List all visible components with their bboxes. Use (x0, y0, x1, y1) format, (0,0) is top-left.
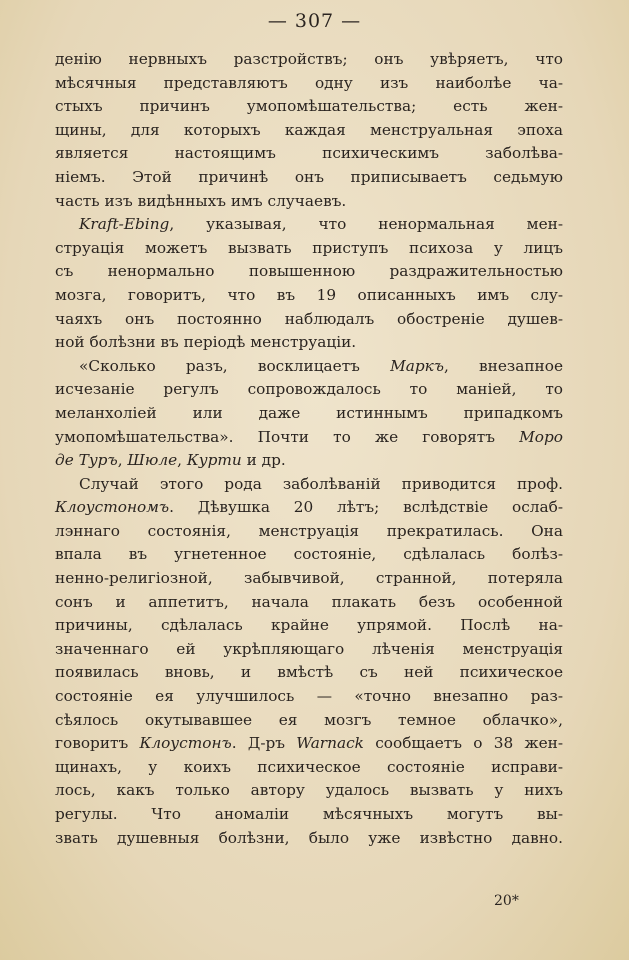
text-line: исчезаніе регулъ сопровождалось то маніей, то (55, 380, 563, 399)
author-name: Моро (519, 427, 563, 446)
text-line: состояніе ея улучшилось — «точно внезапно раз- (55, 687, 563, 706)
text-line: «Сколько разъ, восклицаетъ Маркъ, внезапное (79, 356, 563, 375)
author-name: де Туръ (55, 451, 118, 470)
text-line: лось, какъ только автору удалось вызвать у нихъ (55, 781, 563, 800)
author-name: Kraft-Ebing (79, 215, 170, 234)
text-line: говоритъ Клоустонъ. Д-ръ Warnack сообщаетъ о 38 жен- (55, 734, 564, 753)
text-line: де Туръ, Шюле, Курти и др. (55, 451, 286, 470)
text-line: является настоящимъ психическимъ заболѣва- (55, 144, 563, 163)
text-line: причины, сдѣлалась крайне упрямой. Послѣ на- (55, 616, 563, 635)
author-name: Шюле (127, 451, 178, 470)
text-line: щины, для которыхъ каждая менструальная эпоха (55, 120, 563, 139)
page-number: — 307 — (267, 10, 362, 32)
text-line: Клоустономъ. Дѣвушка 20 лѣтъ; вслѣдствіе ослаб- (55, 498, 563, 517)
text-line: щинахъ, у коихъ психическое состояніе исправи- (55, 757, 563, 776)
text-line: мозга, говоритъ, что въ 19 описанныхъ имъ слу- (55, 285, 563, 304)
text-line: чаяхъ онъ постоянно наблюдалъ обостреніе душев- (55, 309, 563, 328)
text-line: меланхоліей или даже истиннымъ припадкомъ (55, 403, 563, 422)
author-name: Warnack (296, 734, 364, 753)
text-line: съ ненормально повышенною раздражительностью (55, 262, 563, 281)
printer-signature-mark: 20* (494, 893, 519, 909)
text-line: звать душевныя болѣзни, было уже извѣстно давно. (55, 828, 563, 847)
text-line: денію нервныхъ разстройствъ; онъ увѣряетъ, что (55, 50, 563, 68)
text-line: сонъ и аппетитъ, начала плакать безъ особенной (55, 592, 563, 611)
text-line: часть изъ видѣнныхъ имъ случаевъ. (55, 191, 347, 210)
author-name: Курти (186, 451, 242, 470)
text-line: значеннаго ей укрѣпляющаго лѣченія менструація (55, 639, 563, 658)
text-line: ніемъ. Этой причинѣ онъ приписываетъ седьмую (55, 167, 563, 186)
text-line: стыхъ причинъ умопомѣшательства; есть жен- (55, 97, 563, 116)
text-line: впала въ угнетенное состояніе, сдѣлалась болѣз- (55, 545, 563, 564)
text-line: сѣялось окутывавшее ея мозгъ темное облачко», (55, 710, 563, 729)
text-line: Kraft-Ebing, указывая, что ненормальная мен- (79, 215, 563, 234)
author-name: Клоустонъ (139, 734, 232, 753)
text-line: умопомѣшательства». Почти то же говорятъ Моро (55, 427, 563, 446)
author-name: Клоустономъ (55, 498, 170, 517)
text-line: регулы. Что аномаліи мѣсячныхъ могутъ вы- (55, 805, 563, 823)
body-text (55, 48, 563, 850)
text-line: струація можетъ вызвать приступъ психоза у лицъ (55, 238, 563, 257)
text-line: Случай этого рода заболѣваній приводится проф. (79, 474, 563, 493)
text-line: ненно-религіозной, забывчивой, странной, потеряла (55, 569, 563, 588)
author-name: Маркъ (390, 356, 444, 375)
text-line: появилась вновь, и вмѣстѣ съ ней психическое (55, 663, 563, 682)
text-line: мѣсячныя представляютъ одну изъ наиболѣе ча- (55, 73, 563, 92)
text-line: ной болѣзни въ періодѣ менструаціи. (55, 333, 357, 352)
text-line: лэннаго состоянія, менструація прекратилась. Она (55, 521, 563, 540)
